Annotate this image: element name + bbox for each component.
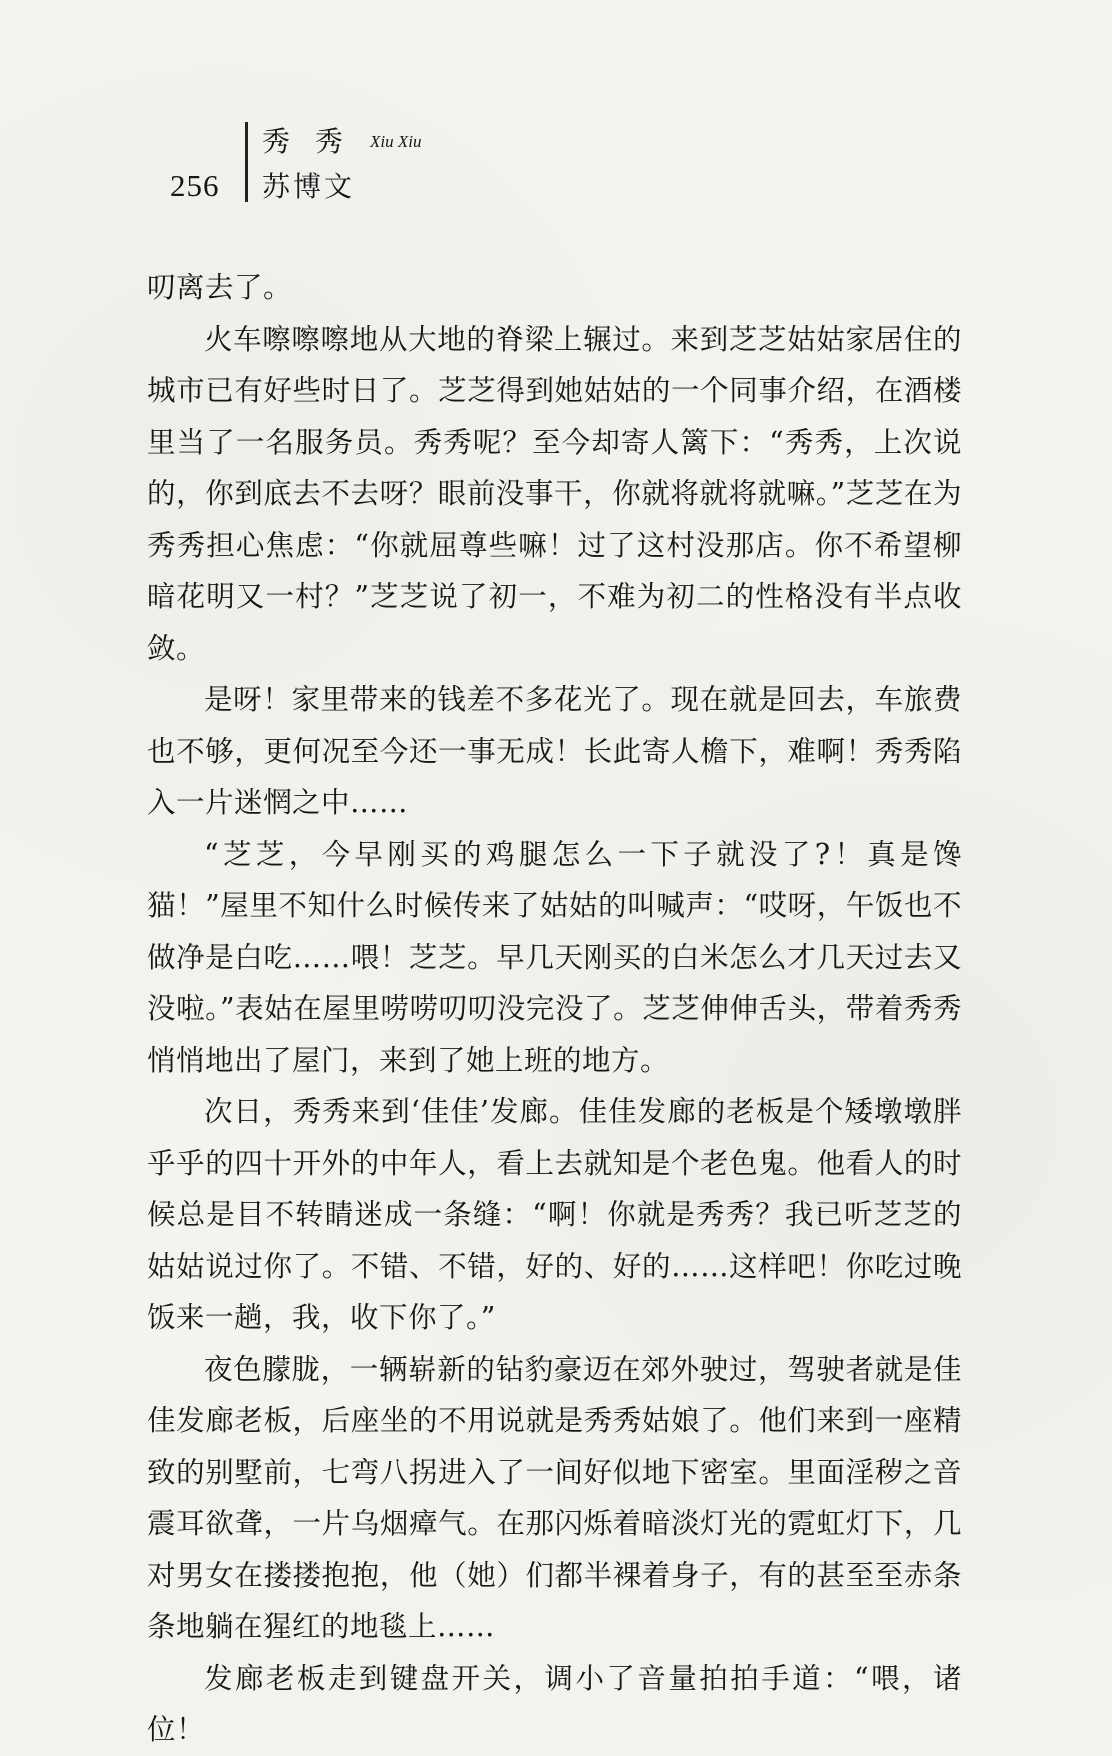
paragraph: 是呀！家里带来的钱差不多花光了。现在就是回去，车旅费也不够，更何况至今还一事无成！长此寄人檐下，难啊！秀秀陷入一片迷惘之中…… <box>147 683 962 819</box>
paragraph: 次日，秀秀来到‘佳佳’发廊。佳佳发廊的老板是个矮墩墩胖乎乎的四十开外的中年人，看上去就知是个老色鬼。他看人的时候总是目不转睛迷成一条缝：“啊！你就是秀秀？我已听芝芝的姑姑说过你了。不错、不错，好的、好的……这样吧！你吃过晚饭来一趟，我，收下你了。” <box>147 1095 962 1334</box>
header-title: 秀 秀 <box>262 125 351 158</box>
page-number: 256 <box>170 168 220 203</box>
header-author: 苏博文 <box>262 170 356 203</box>
running-header <box>170 120 570 210</box>
paragraph: 火车嚓嚓嚓地从大地的脊梁上辗过。来到芝芝姑姑家居住的城市已有好些时日了。芝芝得到她姑姑的一个同事介绍，在酒楼里当了一名服务员。秀秀呢？至今却寄人篱下：“秀秀，上次说的，你到底去不去呀？眼前没事干，你就将就将就嘛。”芝芝在为秀秀担心焦虑：“你就屈尊些嘛！过了这村没那店。你不希望柳暗花明又一村？”芝芝说了初一，不难为初二的性格没有半点收敛。 <box>147 322 962 665</box>
paragraph: 发廊老板走到键盘开关，调小了音量拍拍手道：“喂，诸位！ <box>147 1661 962 1746</box>
header-divider <box>245 122 248 202</box>
paragraph-continuation: 叨离去了。 <box>147 271 293 304</box>
paragraph: “芝芝，今早刚买的鸡腿怎么一下子就没了?！真是馋猫！”屋里不知什么时候传来了姑姑的叫喊声：“哎呀，午饭也不做净是白吃……喂！芝芝。早几天刚买的白米怎么才几天过去又没啦。”表姑在屋里唠唠叨叨没完没了。芝芝伸伸舌头，带着秀秀悄悄地出了屋门，来到了她上班的地方。 <box>147 837 962 1077</box>
header-title-latin: Xiu Xiu <box>370 132 422 151</box>
paragraph: 夜色朦胧，一辆崭新的钻豹豪迈在郊外驶过，驾驶者就是佳佳发廊老板，后座坐的不用说就是秀秀姑娘了。他们来到一座精致的别墅前，七弯八拐进入了一间好似地下密室。里面淫秽之音震耳欲聋，一片乌烟瘴气。在那闪烁着暗淡灯光的霓虹灯下，几对男女在搂搂抱抱，他（她）们都半裸着身子，有的甚至至赤条条地躺在猩红的地毯上…… <box>147 1352 962 1643</box>
body-text <box>147 262 962 1756</box>
